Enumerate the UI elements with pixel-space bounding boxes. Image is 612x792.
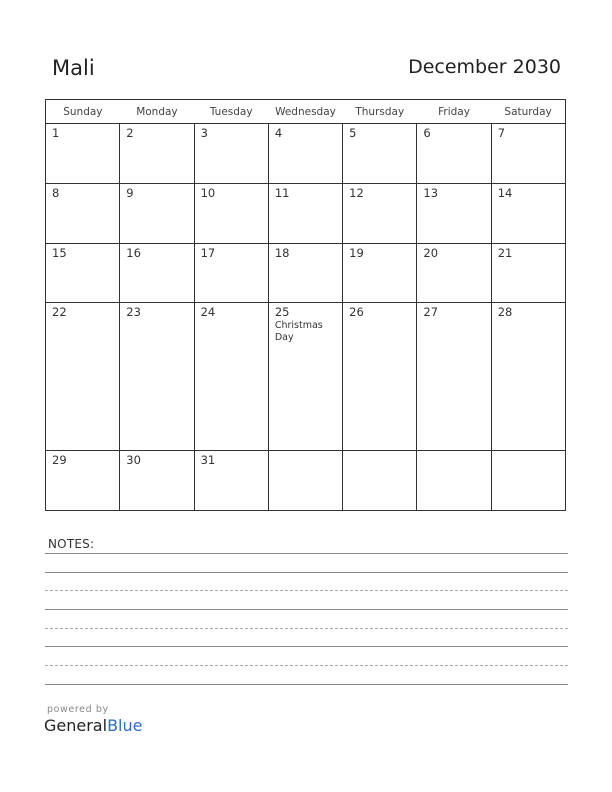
day-number: 8 [52, 185, 60, 200]
day-number: 30 [126, 453, 141, 468]
day-number: 1 [52, 126, 60, 140]
day-cell [417, 124, 491, 184]
weekday-header-row [46, 100, 566, 124]
day-cell [120, 303, 194, 451]
day-number: 9 [126, 185, 134, 200]
week-row [46, 124, 566, 184]
day-cell [194, 124, 268, 184]
day-cell [417, 183, 491, 243]
day-cell [120, 183, 194, 243]
day-cell-empty [417, 451, 491, 511]
day-number: 2 [126, 126, 134, 140]
day-number: 19 [349, 245, 364, 260]
weekday-wednesday: Wednesday [268, 100, 342, 124]
day-number: 15 [52, 245, 67, 260]
day-number: 25 [274, 305, 290, 320]
weekday-monday: Monday [120, 100, 194, 124]
day-cell [46, 303, 120, 451]
generalblue-logo[interactable] [44, 716, 142, 735]
notes-line [45, 609, 568, 610]
day-number: 11 [274, 185, 290, 200]
weekday-thursday: Thursday [343, 100, 417, 124]
day-cell [491, 124, 565, 184]
day-cell [194, 451, 268, 511]
day-cell [343, 124, 417, 184]
day-cell [120, 243, 194, 303]
day-cell-empty [491, 451, 565, 511]
notes-line [45, 665, 568, 666]
day-cell [46, 124, 120, 184]
weekday-tuesday: Tuesday [194, 100, 268, 124]
calendar-grid [45, 99, 566, 511]
day-cell [46, 243, 120, 303]
day-cell-empty [343, 451, 417, 511]
day-cell [46, 451, 120, 511]
day-number: 29 [52, 453, 67, 468]
weekday-saturday: Saturday [491, 100, 565, 124]
day-cell [46, 183, 120, 243]
day-cell [268, 303, 342, 451]
day-cell [343, 243, 417, 303]
holiday-label: Christmas Day [274, 320, 323, 344]
day-cell [268, 183, 342, 243]
day-cell [417, 243, 491, 303]
day-cell [491, 303, 565, 451]
day-cell [268, 243, 342, 303]
day-number: 28 [497, 305, 513, 320]
day-cell [194, 183, 268, 243]
day-number: 26 [349, 305, 364, 320]
day-cell [194, 243, 268, 303]
country-title: Mali [52, 56, 95, 80]
day-number: 5 [349, 126, 357, 140]
day-cell [491, 243, 565, 303]
day-number: 31 [200, 453, 216, 468]
day-number: 16 [126, 245, 141, 260]
month-year-title: December 2030 [408, 56, 561, 78]
day-cell-empty [268, 451, 342, 511]
week-row [46, 303, 566, 451]
day-number: 17 [200, 245, 216, 260]
week-row [46, 183, 566, 243]
day-cell [343, 183, 417, 243]
notes-label: NOTES: [48, 537, 95, 551]
weekday-friday: Friday [417, 100, 491, 124]
weekday-sunday: Sunday [46, 100, 120, 124]
day-number: 4 [274, 126, 283, 140]
day-cell [343, 303, 417, 451]
day-number: 27 [423, 305, 439, 320]
day-number: 22 [52, 305, 67, 320]
day-number: 20 [423, 245, 439, 260]
notes-line [45, 628, 568, 629]
day-cell [268, 124, 342, 184]
day-number: 13 [423, 185, 439, 200]
day-cell [417, 303, 491, 451]
notes-line [45, 553, 568, 554]
powered-by-text: powered by [47, 704, 109, 715]
day-number: 6 [423, 126, 431, 140]
day-number: 24 [200, 305, 216, 320]
brand-name-general: General [44, 716, 108, 735]
day-number: 3 [200, 126, 208, 140]
week-row [46, 243, 566, 303]
day-number: 18 [274, 245, 290, 260]
day-number: 23 [126, 305, 141, 320]
notes-line [45, 572, 568, 573]
day-number: 10 [200, 185, 216, 200]
brand-name-blue: Blue [107, 716, 143, 735]
day-number: 12 [349, 185, 364, 200]
notes-line [45, 590, 568, 591]
day-number: 21 [497, 245, 513, 260]
day-cell [491, 183, 565, 243]
day-cell [120, 451, 194, 511]
day-cell [194, 303, 268, 451]
notes-line [45, 646, 568, 647]
day-number: 7 [497, 126, 506, 140]
week-row [46, 451, 566, 511]
day-cell [120, 124, 194, 184]
day-number: 14 [497, 185, 513, 200]
notes-line [45, 684, 568, 685]
